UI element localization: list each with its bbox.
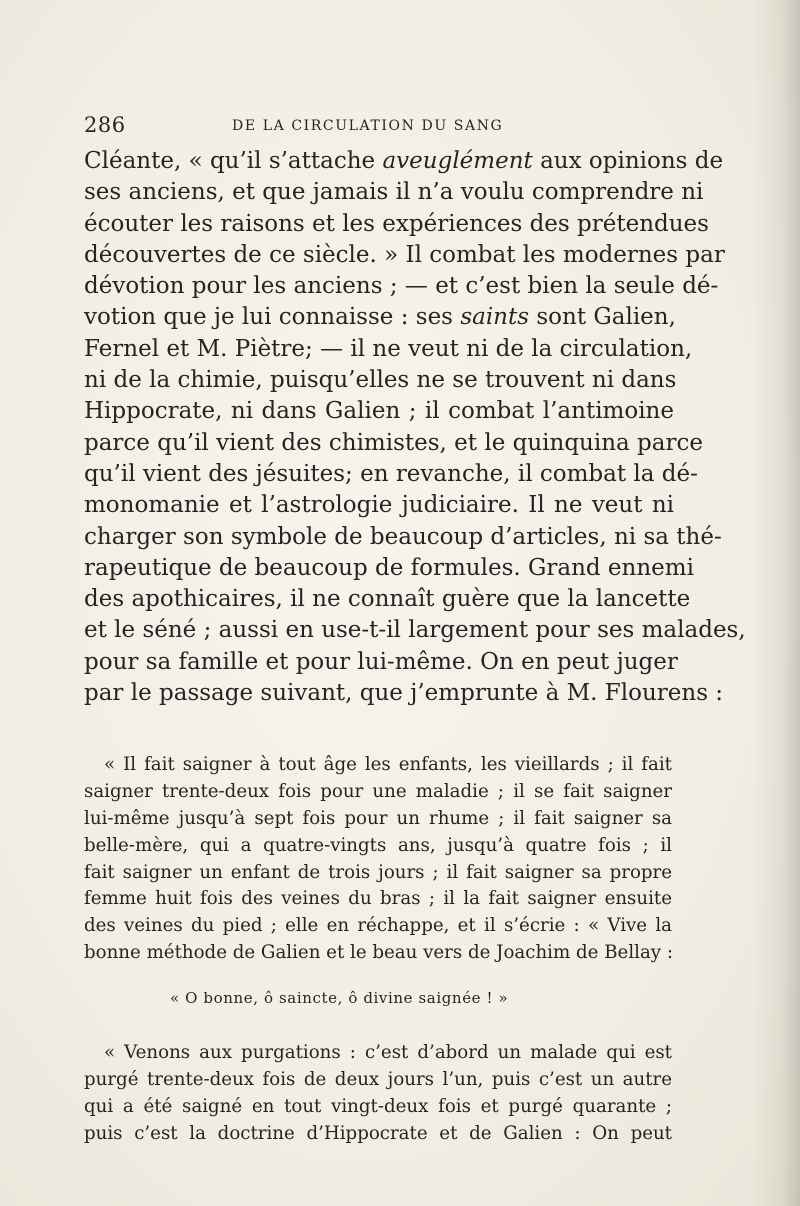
text-line: et le séné ; aussi en use-t-il largement pour ses malades, <box>84 617 746 644</box>
quote-line: belle-mère, qui a quatre-vingts ans, jusqu’à quatre fois ; il <box>84 834 672 856</box>
page-edge-shadow <box>752 0 800 1206</box>
text-line: Fernel et M. Piètre; — il ne veut ni de la circulation, <box>84 335 693 362</box>
quote-line: bonne méthode de Galien et le beau vers de Joachim de Bellay : <box>84 942 673 964</box>
verse-quote: « O bonne, ô saincte, ô divine saignée ! » <box>170 989 509 1007</box>
quote-line: « Il fait saigner à tout âge les enfants, les vieillards ; il fait <box>104 754 672 775</box>
text-line: des apothicaires, il ne connaît guère que la lancette <box>84 586 691 613</box>
quote-line: femme huit fois des veines du bras ; il la fait saigner ensuite <box>84 888 672 910</box>
block-quote <box>84 752 672 967</box>
text-line: dévotion pour les anciens ; — et c’est bien la seule dé- <box>84 273 719 300</box>
text-line: pour sa famille et pour lui-même. On en peut juger <box>84 648 678 675</box>
text-line: monomanie et l’astrologie judiciaire. Il ne veut ni <box>84 492 674 519</box>
text-line: ni de la chimie, puisqu’elles ne se trouvent ni dans <box>84 367 677 394</box>
quote-line: « Venons aux purgations : c’est d’abord un malade qui est <box>104 1042 672 1063</box>
block-quote-continued <box>84 1040 672 1148</box>
quote-line: saigner trente-deux fois pour une maladie ; il se fait saigner <box>84 780 672 802</box>
quote-line: purgé trente-deux fois de deux jours l’un, puis c’est un autre <box>84 1068 672 1090</box>
main-paragraph <box>84 146 746 709</box>
running-title: DE LA CIRCULATION DU SANG <box>232 118 504 134</box>
running-head <box>84 113 672 143</box>
text-line: charger son symbole de beaucoup d’articles, ni sa thé- <box>84 523 722 550</box>
page-number: 286 <box>84 113 126 137</box>
text-line: votion que je lui connaisse : ses saints sont Galien, <box>84 304 676 331</box>
text-line: rapeutique de beaucoup de formules. Grand ennemi <box>84 554 694 581</box>
text-line: ses anciens, et que jamais il n’a voulu comprendre ni <box>84 179 704 206</box>
text-line: Cléante, « qu’il s’attache aveuglément aux opinions de <box>84 148 724 174</box>
text-line: découvertes de ce siècle. » Il combat les modernes par <box>84 241 725 268</box>
text-line: Hippocrate, ni dans Galien ; il combat l’antimoine <box>84 398 674 425</box>
quote-line: qui a été saigné en tout vingt-deux fois et purgé quarante ; <box>84 1095 672 1117</box>
quote-line: puis c’est la doctrine d’Hippocrate et de Galien : On peut <box>84 1122 672 1144</box>
text-line: écouter les raisons et les expériences des prétendues <box>84 210 709 237</box>
text-line: parce qu’il vient des chimistes, et le quinquina parce <box>84 429 703 456</box>
quote-line: des veines du pied ; elle en réchappe, et il s’écrie : « Vive la <box>84 915 672 937</box>
text-line: qu’il vient des jésuites; en revanche, il combat la dé- <box>84 460 698 487</box>
text-line: par le passage suivant, que j’emprunte à M. Flourens : <box>84 680 724 707</box>
quote-line: lui-même jusqu’à sept fois pour un rhume ; il fait saigner sa <box>84 807 672 829</box>
quote-line: fait saigner un enfant de trois jours ; il fait saigner sa propre <box>84 861 672 883</box>
